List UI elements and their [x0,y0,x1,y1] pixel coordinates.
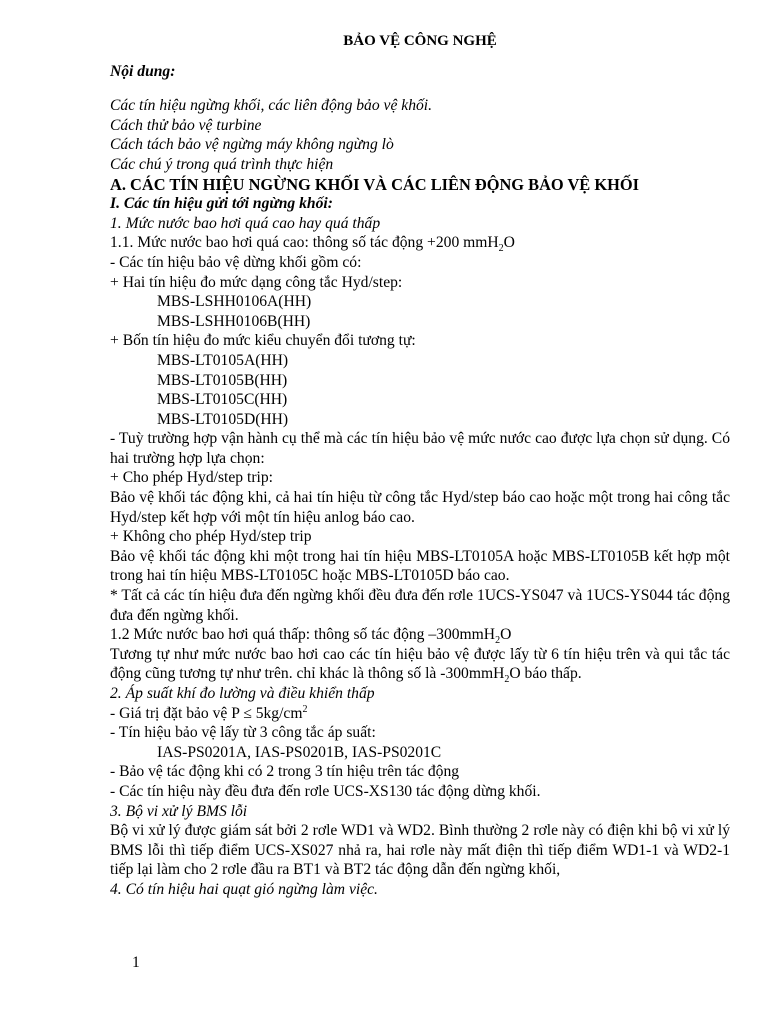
paragraph: - Bảo vệ tác động khi có 2 trong 3 tín hiệu trên tác động [110,763,460,781]
contents-item: Cách thử bảo vệ turbine [110,116,262,134]
signal-code: MBS-LSHH0106B(HH) [157,312,311,330]
paragraph: - Tuỳ trường hợp vận hành cụ thể mà các tín hiệu bảo vệ mức nước cao được lựa chọn sử dụng. Có hai trường hợp lựa chọn: [110,430,730,467]
signal-code: MBS-LT0105C(HH) [157,391,288,409]
contents-item: Các chú ý trong quá trình thực hiện [110,155,334,173]
paragraph: - Các tín hiệu bảo vệ dừng khối gồm có: [110,253,362,271]
subsection-3-heading: 3. Bộ vi xử lý BMS lỗi [110,802,248,820]
contents-heading: Nội dung: [110,62,176,80]
paragraph: Tương tự như mức nước bao hơi cao các tín hiệu bảo vệ được lấy từ 6 tín hiệu trên và qui tắc tác động cũng tương tự như trên. chỉ khác là thông số là -300mmH$_2$O báo thấp. [110,645,730,686]
subsection-1-heading: 1. Mức nước bao hơi quá cao hay quá thấp [110,214,381,232]
signal-code: MBS-LT0105A(HH) [157,351,289,369]
signal-code: MBS-LSHH0106A(HH) [157,293,312,311]
section-a-heading: A. CÁC TÍN HIỆU NGỪNG KHỐI VÀ CÁC LIÊN ĐỘNG BẢO VỆ KHỐI [110,174,639,194]
paragraph: + Hai tín hiệu đo mức dạng công tắc Hyd/step: [110,273,403,291]
paragraph: - Các tín hiệu này đều đưa đến rơle UCS-XS130 tác động dừng khối. [110,782,541,800]
section-i-heading: I. Các tín hiệu gửi tới ngừng khối: [110,195,333,213]
paragraph: Bộ vi xử lý được giám sát bởi 2 rơle WD1 và WD2. Bình thường 2 rơle này có điện khi bộ vi xử lý BMS lỗi thì tiếp điểm UCS-XS027 nhả ra, hai rơle này mất điện thì tiếp điểm WD1-1 và WD2-1 tiếp lại làm cho 2 rơle đầu ra BT1 và BT2 tác động dẫn đến ngừng khối, [110,822,730,879]
page-number: 1 [132,954,140,971]
paragraph: * Tất cả các tín hiệu đưa đến ngừng khối đều đưa đến rơle 1UCS-YS047 và 1UCS-YS044 tác động đưa đến ngừng khối. [110,587,730,624]
paragraph: - Tín hiệu bảo vệ lấy từ 3 công tắc áp suất: [110,724,376,742]
subsection-1-1: 1.1. Mức nước bao hơi quá cao: thông số tác động +200 mmH$_2$O [110,234,515,255]
document-title: BẢO VỆ CÔNG NGHỆ [343,33,497,49]
document-page [110,32,730,900]
subsection-4-heading: 4. Có tín hiệu hai quạt gió ngừng làm việc. [110,880,378,898]
subsection-1-2: 1.2 Mức nước bao hơi quá thấp: thông số tác động –300mmH$_2$O [110,626,512,647]
spacer [110,81,730,96]
paragraph: - Giá trị đặt bảo vệ $P \le 5kg/cm^2$ [110,703,308,722]
paragraph: + Cho phép Hyd/step trip: [110,469,273,487]
paragraph: Bảo vệ khối tác động khi một trong hai tín hiệu MBS-LT0105A hoặc MBS-LT0105B kết hợp một trong hai tín hiệu MBS-LT0105C hoặc MBS-LT0105D báo cao. [110,547,730,585]
paragraph: Bảo vệ khối tác động khi, cả hai tín hiệu từ công tắc Hyd/step báo cao hoặc một trong hai công tắc Hyd/step kết hợp với một tín hiệu anlog báo cao. [110,489,730,526]
contents-item: Cách tách bảo vệ ngừng máy không ngừng lò [110,136,394,154]
subsection-2-heading: 2. Áp suất khí đo lường và điều khiển thấp [110,685,375,702]
signal-code: IAS-PS0201A, IAS-PS0201B, IAS-PS0201C [157,743,442,761]
paragraph: + Bốn tín hiệu đo mức kiểu chuyển đổi tương tự: [110,332,416,350]
contents-item: Các tín hiệu ngừng khối, các liên động bảo vệ khối. [110,97,433,115]
signal-code: MBS-LT0105D(HH) [157,410,289,428]
paragraph: + Không cho phép Hyd/step trip [110,528,312,546]
signal-code: MBS-LT0105B(HH) [157,371,288,389]
